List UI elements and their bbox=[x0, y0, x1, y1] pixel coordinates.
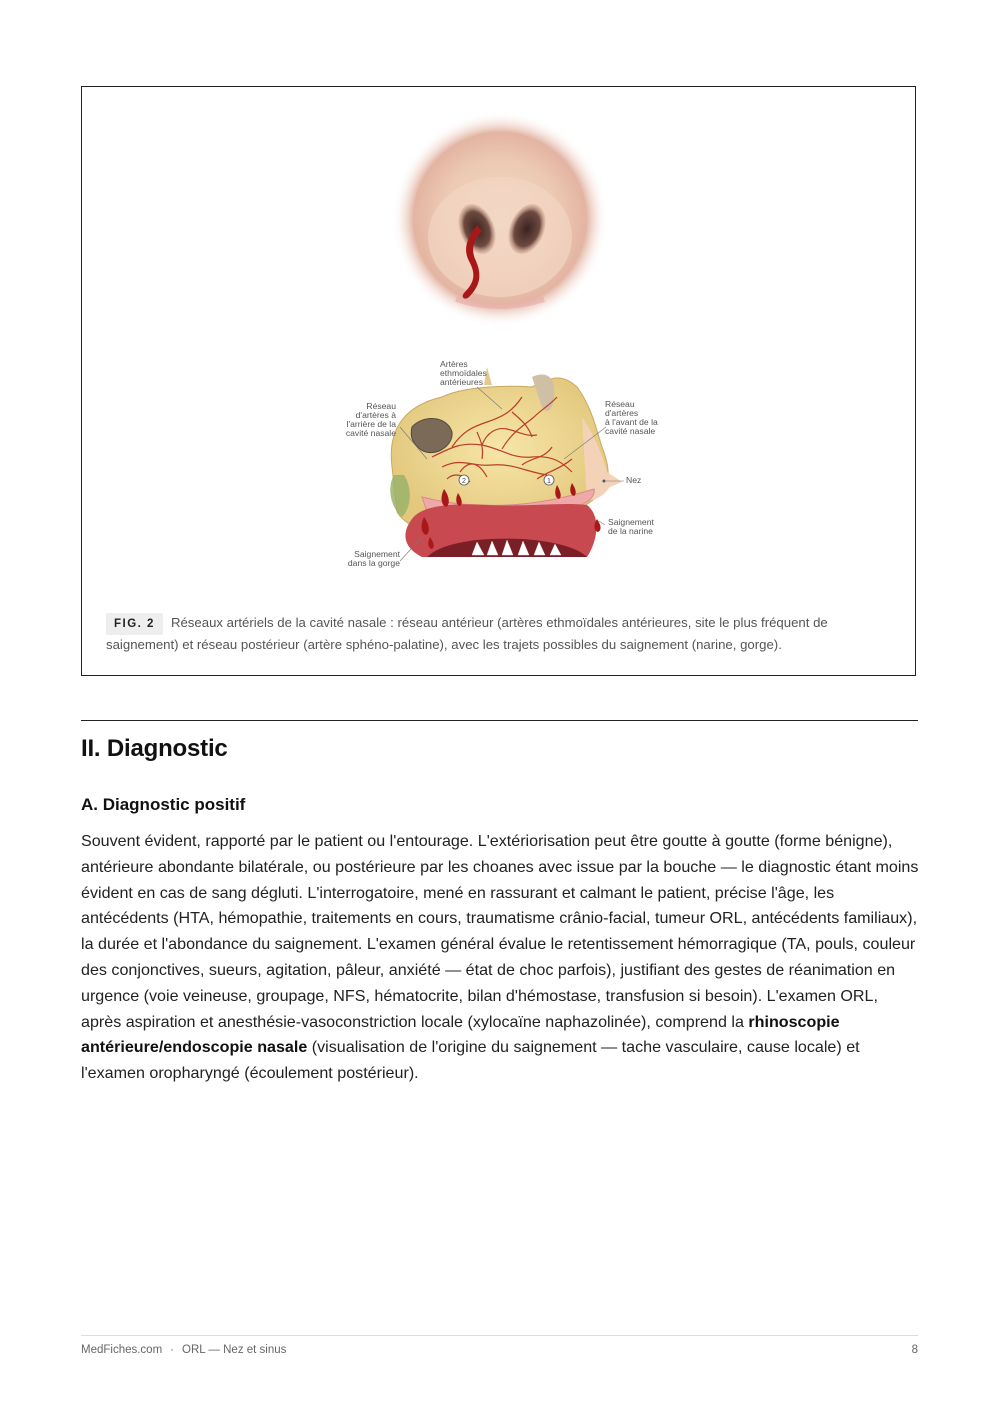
label-anterior-4: cavité nasale bbox=[605, 426, 656, 436]
label-anterior-1: Réseau bbox=[605, 399, 635, 409]
marker-2: 2 bbox=[462, 478, 466, 485]
label-anterior-3: à l'avant de la bbox=[605, 417, 658, 427]
marker-1: 1 bbox=[547, 478, 551, 485]
page-number: 8 bbox=[911, 1344, 918, 1356]
label-anterior-2: d'artères bbox=[605, 408, 639, 418]
nose-bottom-view bbox=[392, 111, 608, 327]
figure-tag: FIG. 2 bbox=[106, 613, 163, 635]
paragraph-bold-term: rhinoscopie antérieure/endoscopie nasale bbox=[81, 1012, 840, 1057]
section-divider bbox=[81, 720, 918, 721]
epistaxis-illustration bbox=[82, 87, 917, 687]
subsection-title: A. Diagnostic positif bbox=[81, 795, 246, 814]
footer-chapter: ORL — Nez et sinus bbox=[182, 1344, 287, 1356]
label-ethmoid-3: antérieures bbox=[440, 377, 483, 387]
label-ethmoid-1: Artères bbox=[440, 359, 468, 369]
label-ethmoid-2: ethmoïdales bbox=[440, 368, 487, 378]
footer-divider bbox=[81, 1335, 918, 1336]
figure-caption bbox=[106, 613, 896, 655]
paragraph-text-start: Souvent évident, rapporté par le patient ou l'entourage. L'extériorisation peut être goutte à goutte (forme bénigne), antérieure abondante bilatérale, ou postérieure par les choanes avec issue par la bouche — le diagnostic étant moins évident en cas de sang dégluti. L'interrogatoire, mené en rassurant et calmant le patient, précise l'âge, les antécédents (HTA, hémopathie, traitements en cours, traumatisme crânio-facial, tumeur ORL, antécédents familiaux), la durée et l'abondance du saignement. L'examen général évalue le retentissement hémorragique (TA, pouls, couleur des conjonctives, sueurs, agitation, pâleur, anxiété — état de choc parfois), justifiant des gestes de réanimation en urgence (voie veineuse, groupage, NFS, hématocrite, bilan d'hémostase, transfusion si besoin). L'examen ORL, après aspiration et anesthésie-vasoconstriction locale (xylocaïne naphazolinée), comprend la bbox=[81, 832, 919, 1031]
figure-caption-text: Réseaux artériels de la cavité nasale : réseau antérieur (artères ethmoïdales antérieures, site le plus fréquent de saignement) et réseau postérieur (artère sphéno-palatine), avec les trajets possibles du saignement (narine, gorge). bbox=[106, 615, 828, 652]
label-posterior-1: Réseau bbox=[366, 401, 396, 411]
section-title: II. Diagnostic bbox=[81, 735, 228, 762]
page-footer bbox=[81, 1344, 918, 1356]
label-throat-2: dans la gorge bbox=[347, 558, 400, 568]
paragraph-text-end: (visualisation de l'origine du saignement — tache vasculaire, cause locale) et l'examen oropharyngé (écoulement postérieur). bbox=[81, 1038, 860, 1083]
label-throat-1: Saignement bbox=[354, 549, 400, 559]
label-posterior-4: cavité nasale bbox=[345, 428, 396, 438]
label-nose: Nez bbox=[626, 475, 642, 485]
nasal-cavity-section bbox=[390, 367, 622, 557]
label-posterior-3: l'arrière de la bbox=[346, 419, 396, 429]
label-nostril-2: de la narine bbox=[608, 526, 653, 536]
footer-left bbox=[81, 1344, 286, 1356]
label-nostril-1: Saignement bbox=[608, 517, 654, 527]
footer-site: MedFiches.com bbox=[81, 1344, 163, 1356]
figure-box bbox=[81, 86, 916, 676]
footer-separator: · bbox=[170, 1344, 175, 1356]
body-paragraph bbox=[81, 829, 919, 1087]
label-posterior-2: d'artères à bbox=[355, 410, 396, 420]
